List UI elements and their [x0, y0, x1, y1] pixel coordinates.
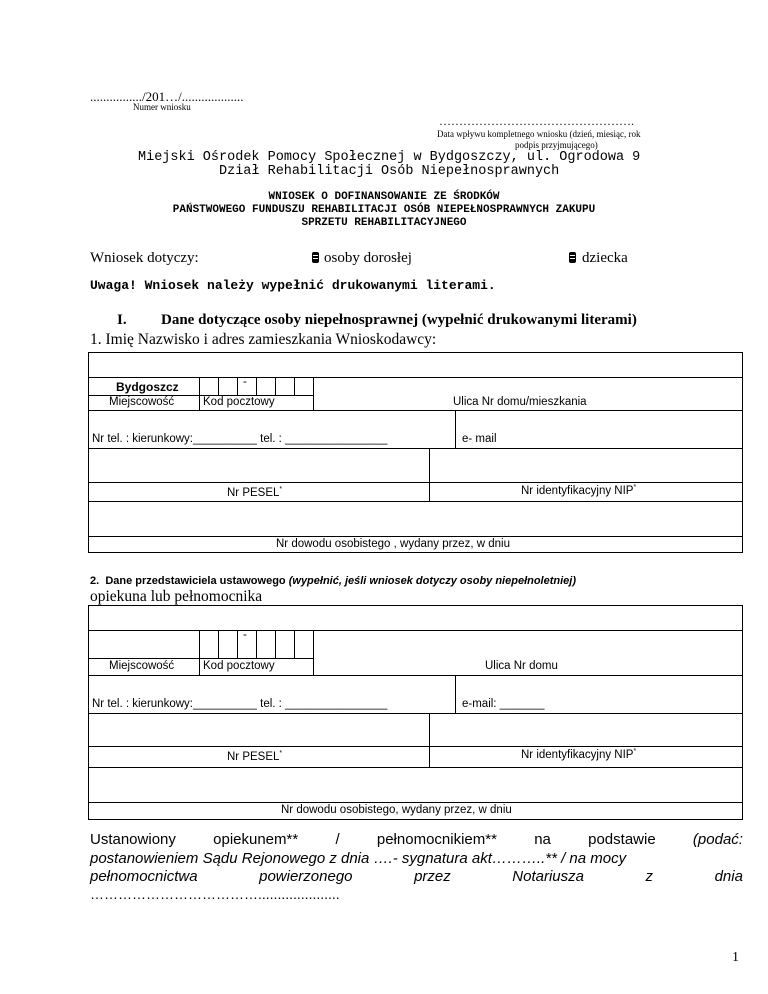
id-card-label: Nr dowodu osobistego , wydany przez, w dniu	[276, 538, 510, 550]
guardian-line-1: Ustanowiony opiekunem** / pełnomocnikiem** na podstawie (podać:	[90, 831, 743, 848]
option-child-label: dziecka	[582, 250, 628, 266]
option-adult-label: osoby dorosłej	[324, 250, 412, 266]
institution-name: Miejski Ośrodek Pomocy Społecznej w Bydgoszczy, ul. Ogrodowa 9	[138, 150, 641, 165]
page-number: 1	[732, 950, 739, 965]
title-line-3: SPRZETU REHABILITACYJNEGO	[301, 217, 467, 229]
rep-id-card-label: Nr dowodu osobistego, wydany przez, w dniu	[281, 804, 512, 816]
street-label: Ulica Nr domu/mieszkania	[453, 396, 587, 408]
city-value[interactable]: Bydgoszcz	[116, 380, 179, 394]
receipt-date-caption-2: podpis przyjmującego)	[515, 140, 598, 150]
city-label: Miejscowość	[109, 396, 175, 408]
section-2-heading: 2. Dane przedstawiciela ustawowego (wypełnić, jeśli wniosek dotyczy osoby niepełnoletniej)	[90, 575, 577, 587]
checkbox-adult[interactable]	[312, 252, 319, 263]
postal-dash: -	[243, 376, 247, 388]
section-1-subtitle: 1. Imię Nazwisko i adres zamieszkania Wnioskodawcy:	[90, 331, 437, 348]
section-1-number: I.	[117, 312, 127, 328]
title-line-1: WNIOSEK O DOFINANSOWANIE ZE ŚRODKÓW	[268, 191, 500, 203]
section-1-title: Dane dotyczące osoby niepełnosprawnej (wypełnić drukowanymi literami)	[161, 312, 637, 328]
rep-city-label: Miejscowość	[109, 660, 175, 672]
rep-street-label: Ulica Nr domu	[485, 660, 558, 672]
email-label: e- mail	[462, 433, 497, 445]
pesel-label: Nr PESEL*	[227, 486, 283, 499]
rep-phone-label: Nr tel. : kierunkowy:__________ tel. : ________________	[92, 698, 388, 710]
applicant-table	[88, 352, 743, 553]
rep-nip-label: Nr identyfikacyjny NIP*	[521, 748, 637, 761]
guardian-line-2: postanowieniem Sądu Rejonowego z dnia ….- sygnatura akt………..** / na mocy	[90, 850, 627, 867]
rep-email-label: e-mail: _______	[462, 698, 545, 710]
guardian-line-4: ……………………………….....................	[90, 886, 340, 902]
applies-to-label: Wniosek dotyczy:	[90, 250, 199, 266]
receipt-date-caption-1: Data wpływu kompletnego wniosku (dzień, miesiąc, rok	[437, 129, 641, 139]
checkbox-child[interactable]	[569, 252, 576, 263]
fill-notice: Uwaga! Wniosek należy wypełnić drukowanymi literami.	[90, 278, 496, 293]
section-2-subheading: opiekuna lub pełnomocnika	[90, 588, 263, 605]
phone-label: Nr tel. : kierunkowy:__________ tel. : ________________	[92, 433, 388, 445]
title-line-2: PAŃSTWOWEGO FUNDUSZU REHABILITACJI OSÓB NIEPEŁNOSPRAWNYCH ZAKUPU	[172, 204, 596, 216]
rep-pesel-label: Nr PESEL*	[227, 750, 283, 763]
nip-label: Nr identyfikacyjny NIP*	[521, 484, 637, 497]
guardian-line-3: pełnomocnictwa powierzonego przez Notariusza z dnia	[90, 868, 743, 885]
postal-code-label: Kod pocztowy	[203, 396, 275, 408]
institution-department: Dział Rehabilitacji Osób Niepełnosprawnych	[219, 164, 560, 179]
rep-postal-code-label: Kod pocztowy	[203, 660, 275, 672]
application-number-field: ................/201…/...................	[90, 89, 244, 104]
receipt-date-field: ………………………………………….	[439, 114, 634, 128]
rep-postal-dash: -	[243, 629, 247, 641]
application-number-caption: Numer wniosku	[133, 102, 191, 112]
